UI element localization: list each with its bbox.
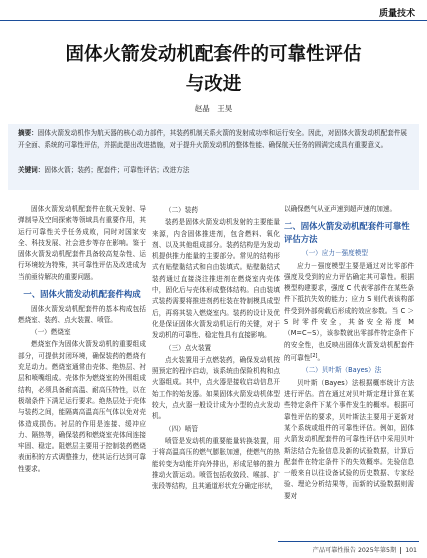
- article-title: [20, 40, 407, 100]
- page-number: 101: [405, 547, 417, 554]
- title-line-2: 与改进: [185, 74, 242, 95]
- subheading-stress-strength: （一）应力－强度模型: [302, 249, 368, 258]
- column-2: [152, 204, 280, 492]
- subheading-combustion-chamber: （一）燃烧室: [31, 328, 71, 337]
- abstract: [18, 128, 411, 151]
- abstract-label: 摘要：: [18, 129, 38, 137]
- stress-strength-paragraph: 应力－强度模型主要是通过对比零部件强度及受到的应力评估确定其可靠性。根据模型构建要求，强度 C 代表零部件在某些条件下抵抗失效的能力；应力 S 则代表该构部件受到外部荷载后形成的效应参数。当 C ＞ S 时零件安全，其备安全裕度 M（M=C−S），该参数就出零部件特定条件下的安全性，也反映出固体火箭发动机配套件的可靠性[2]。: [284, 261, 414, 363]
- keywords-text: 固体火箭；装药；配套件；可靠性评估；改进方法: [44, 166, 190, 174]
- continued-paragraph: 以确保燃气从亚声速到超声速的加速。: [284, 205, 397, 213]
- section-heading-1: 一、固体火箭发动机配套件构成: [23, 289, 141, 300]
- footer-journal: 产品可靠性报告: [312, 547, 356, 554]
- section-1-intro: 固体火箭发动机配套件的基本构成包括燃烧室、装药、点火装置、喷管。: [18, 304, 146, 324]
- footer-divider: [278, 541, 419, 542]
- subheading-igniter: （三）点火装置: [165, 343, 212, 352]
- column-3: [284, 204, 414, 502]
- authors: 赵晶 王昊: [194, 104, 233, 113]
- keywords: [18, 165, 411, 177]
- title-line-1: 固体火箭发动机配套件的可靠性评估: [65, 44, 362, 65]
- subheading-bayes: （二）贝叶斯（Bayes）法: [302, 366, 382, 375]
- abstract-text: 固体火箭发动机作为航天器的核心动力部件，其装药机制关系火箭的发射成功率和运行安全。因此，对固体火箭发动机配套件展开全面、系统的可靠性评估，并据此提出改进措施，对于提升火箭发动机的整体性能、确保航天任务的圆满完成具有重要意义。: [18, 129, 408, 149]
- keywords-label: 关键词：: [18, 166, 45, 174]
- header-divider: [0, 20, 427, 21]
- subheading-nozzle: （四）喷管: [165, 424, 198, 433]
- page-footer: [313, 545, 417, 554]
- combustion-chamber-paragraph: 燃烧室作为固体火箭发动机的重要组成部分，可提供封闭环境，确保装药的燃烧有充足动力。燃烧室通常由壳体、绝热层、衬层和喷嘴组成。壳体作为燃烧室的外围组成结构，必须具备耐高温、耐高压特性，以在极端条件下满足运行要求。绝热层处于壳体与装药之间，能隔离高温高压气体以免对壳体造成损伤。衬层的作用是连接、缓冲应力、隔热等，确保装药和燃烧室壳体间连接牢固、稳定。阻燃层主要用于控制装药燃烧表面积的方式调整推力，使其运行达到可靠性要求。: [18, 340, 146, 473]
- journal-section-label: 质量技术: [378, 9, 415, 19]
- subheading-propellant: （二）装药: [165, 206, 198, 214]
- intro-paragraph: 固体火箭发动机配套件在航天发射、导弹制导及空间探索等领域具有重要作用，其运行可靠性关乎任务成败，同时对国家安全、科技发展、社会进步等存在影响。鉴于固体火箭发动机配套件具备较高复杂性、运行环境较为特殊，其可靠性评估及改进成为当前亟待解决的重要问题。: [18, 205, 146, 281]
- stress-strength-text: 应力－强度模型主要是通过对比零部件强度及受到的应力评估确定其可靠性。根据模型构建要求，强度 C 代表零部件在某些条件下抵抗失效的能力；应力 S 则代表该构部件受到外部荷载后形成的效应参数。当 C ＞ S 时零件安全，其备安全裕度 M（M=C−S），该参数就出零部件特定条件下的安全性，也反映出固体火箭发动机配套件的可靠性: [284, 261, 414, 363]
- nozzle-paragraph: 喷管是发动机的重要能量转换装置，用于将高温高压的燃气膨胀加速，使燃气的热能转变为动能并向外排出，形成足够的推力推动火箭运动。喷管包括收敛段、喉部、扩张段等结构，且其通道形状充分确定形状，: [152, 436, 280, 491]
- igniter-paragraph: 点火装置用于点燃装药，确保发动机按照预定的程序启动，该系统由保险机构和点火器组成。其中，点火器是接收启动信息开始工作的始发器。如果固体火箭发动机体型较大，点火器一般设计成为小型的点火发动机。: [152, 355, 280, 421]
- footer-issue: 2025年第5期: [357, 547, 397, 554]
- citation-2: [2]: [310, 352, 318, 359]
- bayes-paragraph: 贝叶斯（Bayes）法根据概率统计方法进行评估。首在通过对贝叶斯定理计算在某些特定条件下某个事件发生的概率。根据可靠性评估的要求，贝叶斯法主要用于更新对某个系统或组件的可靠性评估。例如，固体火箭发动机配套件的可靠性评估中采用贝叶斯法结合先验信息及新的试验数据，计算后配套件在特定条件下的失效概率。先验信息一般来自以往设备试验的历史数据、专家经验、理论分析结果等，而新的试验数据则需要对: [284, 378, 414, 500]
- footer-separator: [400, 547, 401, 554]
- propellant-paragraph: 装药是固体火箭发动机发射的主要能量来源，内含固体推进剂，包含燃料、氧化剂、以及其他组成部分。装药结构是为发动机提供推力能量的主要部分。常见的结构形式有贴壁黏结式和自由装填式。贴壁黏结式装药通过直接浇注推进剂在燃烧室内壳体中，固化后与壳体形成整体结构。自由装填式装药需要将推进剂药柱装在特制模具成型后，再将其装入燃烧室内。装药的设计及优化是保证固体火箭发动机运行的关键，对于发动机的可靠性、稳定性具有直接影响。: [152, 218, 280, 340]
- section-heading-2: 二、固体火箭发动机配套件可靠性评估方法: [284, 221, 410, 244]
- column-1: [18, 204, 146, 475]
